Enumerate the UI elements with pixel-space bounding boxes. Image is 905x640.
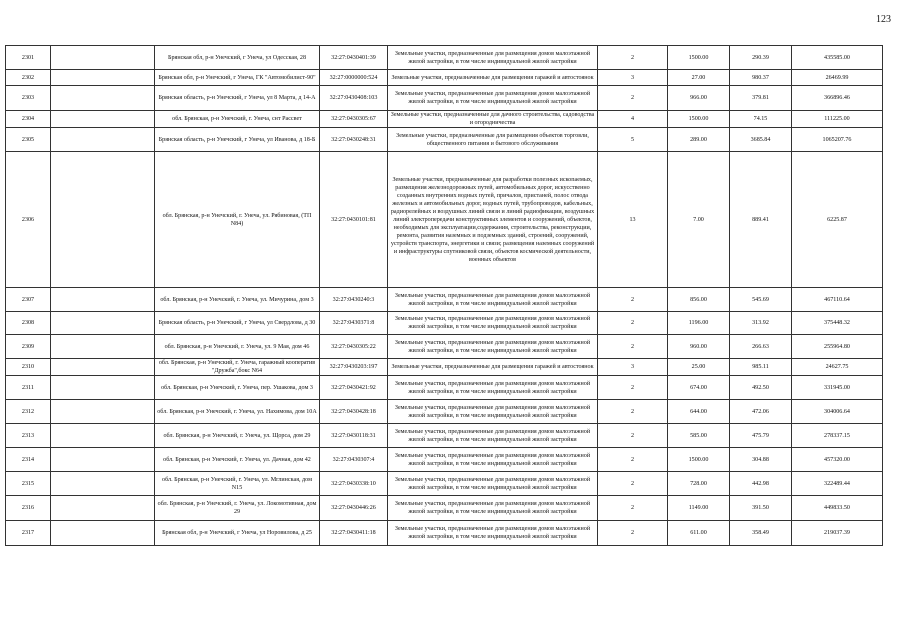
use-group: 2 <box>598 521 668 546</box>
cadastral-value: 219037.39 <box>792 521 883 546</box>
use-group: 13 <box>598 152 668 288</box>
address-cell: Брянская обл, р-н Унечский, г Унеча, ул Норовилова, д 25 <box>155 521 320 546</box>
land-use-description: Земельные участки, предназначенные для размещения домов малоэтажной жилой застройки, в том числе индивидуальной жилой застройки <box>388 496 598 521</box>
row-number: 2301 <box>6 46 51 70</box>
spacer-cell <box>51 46 155 70</box>
spacer-cell <box>51 359 155 376</box>
land-use-description: Земельные участки, предназначенные для размещения домов малоэтажной жилой застройки, в том числе индивидуальной жилой застройки <box>388 335 598 359</box>
area-value: 1500.00 <box>668 111 730 128</box>
address-cell: обл. Брянская, р-н Унечский, г. Унеча, ул. Локомотивная, дом 29 <box>155 496 320 521</box>
row-number: 2315 <box>6 472 51 496</box>
row-number: 2306 <box>6 152 51 288</box>
table-row <box>6 312 883 335</box>
row-number: 2313 <box>6 424 51 448</box>
specific-value: 475.79 <box>730 424 792 448</box>
spacer-cell <box>51 496 155 521</box>
cadastral-number: 32:27:0000000:524 <box>320 70 388 86</box>
specific-value: 74.15 <box>730 111 792 128</box>
use-group: 2 <box>598 46 668 70</box>
spacer-cell <box>51 152 155 288</box>
use-group: 2 <box>598 400 668 424</box>
address-cell: обл. Брянская, р-н Унечский, г. Унеча, снт Рассвет <box>155 111 320 128</box>
cadastral-number: 32:27:0430101:81 <box>320 152 388 288</box>
spacer-cell <box>51 521 155 546</box>
area-value: 966.00 <box>668 86 730 111</box>
area-value: 674.00 <box>668 376 730 400</box>
cadastral-number: 32:27:0430248:31 <box>320 128 388 152</box>
row-number: 2302 <box>6 70 51 86</box>
use-group: 4 <box>598 111 668 128</box>
table-row <box>6 128 883 152</box>
cadastral-value: 24627.75 <box>792 359 883 376</box>
cadastral-value: 26469.99 <box>792 70 883 86</box>
use-group: 5 <box>598 128 668 152</box>
area-value: 25.00 <box>668 359 730 376</box>
spacer-cell <box>51 312 155 335</box>
address-cell: обл. Брянская, р-н Унечский, г. Унеча, гаражный кооператив "Дружба",бокс N64 <box>155 359 320 376</box>
row-number: 2307 <box>6 288 51 312</box>
cadastral-number: 32:27:0430305:22 <box>320 335 388 359</box>
address-cell: обл. Брянская, р-н Унечский, г. Унеча, ул. Мичурина, дом 3 <box>155 288 320 312</box>
table-row <box>6 335 883 359</box>
row-number: 2310 <box>6 359 51 376</box>
row-number: 2309 <box>6 335 51 359</box>
area-value: 1196.00 <box>668 312 730 335</box>
spacer-cell <box>51 86 155 111</box>
specific-value: 304.88 <box>730 448 792 472</box>
cadastral-number: 32:27:0430118:31 <box>320 424 388 448</box>
land-use-description: Земельные участки, предназначенные для размещения домов малоэтажной жилой застройки, в том числе индивидуальной жилой застройки <box>388 312 598 335</box>
land-use-description: Земельные участки, предназначенные для размещения домов малоэтажной жилой застройки, в том числе индивидуальной жилой застройки <box>388 46 598 70</box>
cadastral-number: 32:27:0430307:4 <box>320 448 388 472</box>
cadastral-number: 32:27:0430446:26 <box>320 496 388 521</box>
address-cell: обл. Брянская, р-н Унечский, г. Унеча, пер. Ушакова, дом 3 <box>155 376 320 400</box>
table-row <box>6 376 883 400</box>
specific-value: 472.06 <box>730 400 792 424</box>
area-value: 611.00 <box>668 521 730 546</box>
land-registry-table <box>5 45 883 546</box>
table-row <box>6 359 883 376</box>
area-value: 644.00 <box>668 400 730 424</box>
area-value: 856.00 <box>668 288 730 312</box>
cadastral-value: 278337.15 <box>792 424 883 448</box>
land-use-description: Земельные участки, предназначенные для размещения гаражей и автостоянок <box>388 359 598 376</box>
specific-value: 290.39 <box>730 46 792 70</box>
cadastral-value: 375448.32 <box>792 312 883 335</box>
use-group: 2 <box>598 376 668 400</box>
cadastral-number: 32:27:0430401:39 <box>320 46 388 70</box>
table-row <box>6 424 883 448</box>
cadastral-value: 435585.00 <box>792 46 883 70</box>
address-cell: Брянская область, р-н Унечский, г Унеча, ул Свердлова, д 30 <box>155 312 320 335</box>
specific-value: 379.81 <box>730 86 792 111</box>
use-group: 2 <box>598 472 668 496</box>
row-number: 2312 <box>6 400 51 424</box>
cadastral-value: 6225.87 <box>792 152 883 288</box>
use-group: 2 <box>598 448 668 472</box>
use-group: 2 <box>598 424 668 448</box>
address-cell: обл. Брянская, р-н Унечский, г. Унеча, ул. Нахимова, дом 10А <box>155 400 320 424</box>
specific-value: 889.41 <box>730 152 792 288</box>
table-row <box>6 46 883 70</box>
area-value: 728.00 <box>668 472 730 496</box>
table-row <box>6 521 883 546</box>
row-number: 2316 <box>6 496 51 521</box>
cadastral-value: 304006.64 <box>792 400 883 424</box>
address-cell: обл. Брянская, р-н Унечский, г. Унеча, ул. Щорса, дом 29 <box>155 424 320 448</box>
spacer-cell <box>51 288 155 312</box>
specific-value: 980.37 <box>730 70 792 86</box>
land-use-description: Земельные участки, предназначенные для размещения домов малоэтажной жилой застройки, в том числе индивидуальной жилой застройки <box>388 376 598 400</box>
table-row <box>6 70 883 86</box>
specific-value: 266.63 <box>730 335 792 359</box>
area-value: 1500.00 <box>668 46 730 70</box>
row-number: 2311 <box>6 376 51 400</box>
spacer-cell <box>51 376 155 400</box>
area-value: 1500.00 <box>668 448 730 472</box>
area-value: 1149.00 <box>668 496 730 521</box>
area-value: 7.00 <box>668 152 730 288</box>
spacer-cell <box>51 448 155 472</box>
row-number: 2305 <box>6 128 51 152</box>
cadastral-value: 1065207.76 <box>792 128 883 152</box>
address-cell: обл. Брянская, р-н Унечский, г. Унеча, ул. 9 Мая, дом 46 <box>155 335 320 359</box>
table-row <box>6 472 883 496</box>
spacer-cell <box>51 128 155 152</box>
table-row <box>6 496 883 521</box>
registry-body <box>6 46 883 546</box>
row-number: 2308 <box>6 312 51 335</box>
land-use-description: Земельные участки, предназначенные для размещения домов малоэтажной жилой застройки, в том числе индивидуальной жилой застройки <box>388 424 598 448</box>
use-group: 2 <box>598 288 668 312</box>
table-row <box>6 400 883 424</box>
area-value: 289.00 <box>668 128 730 152</box>
spacer-cell <box>51 400 155 424</box>
use-group: 3 <box>598 359 668 376</box>
spacer-cell <box>51 70 155 86</box>
land-use-description: Земельные участки, предназначенные для размещения домов малоэтажной жилой застройки, в том числе индивидуальной жилой застройки <box>388 288 598 312</box>
cadastral-number: 32:27:0430240:3 <box>320 288 388 312</box>
area-value: 960.00 <box>668 335 730 359</box>
cadastral-value: 111225.00 <box>792 111 883 128</box>
table-row <box>6 111 883 128</box>
specific-value: 985.11 <box>730 359 792 376</box>
specific-value: 442.98 <box>730 472 792 496</box>
table-row <box>6 86 883 111</box>
row-number: 2303 <box>6 86 51 111</box>
address-cell: Брянская обл, р-н Унечский, г Унеча, ГК "Автомобилист-90" <box>155 70 320 86</box>
cadastral-number: 32:27:0430371:8 <box>320 312 388 335</box>
cadastral-value: 449833.50 <box>792 496 883 521</box>
cadastral-number: 32:27:0430411:18 <box>320 521 388 546</box>
land-use-description: Земельные участки, предназначенные для размещения домов малоэтажной жилой застройки, в том числе индивидуальной жилой застройки <box>388 472 598 496</box>
cadastral-number: 32:27:0430203:197 <box>320 359 388 376</box>
cadastral-number: 32:27:0430421:92 <box>320 376 388 400</box>
cadastral-number: 32:27:0430408:103 <box>320 86 388 111</box>
land-use-description: Земельные участки, предназначенные для размещения домов малоэтажной жилой застройки, в том числе индивидуальной жилой застройки <box>388 400 598 424</box>
land-use-description: Земельные участки, предназначенные для размещения гаражей и автостоянок <box>388 70 598 86</box>
cadastral-number: 32:27:0430428:18 <box>320 400 388 424</box>
land-use-description: Земельные участки, предназначенные для разработки полезных ископаемых, размещения железнодорожных путей, автомобильных дорог, искусственно созданных внутренних водных путей, причалов, пристаней, полос отвода железных и автомобильных дорог, водных путей, трубопроводов, кабельных, радиорелейных и воздушных линий связи и линий радиофикации, воздушных линий электропередачи конструктивных элементов и сооружений, объектов, необходимых для эксплуатации,содержания, строительства, реконструкции, ремонта, развития наземных и подземных зданий, строений, сооружений, устройств транспорта, энергетики и связи; размещения наземных сооружений и инфраструктуры спутниковой связи, объектов космической деятельности, военных объектов <box>388 152 598 288</box>
address-cell: Брянская область, р-н Унечский, г Унеча, ул Иванова, д 18-Б <box>155 128 320 152</box>
address-cell: обл. Брянская, р-н Унечский, г. Унеча, ул. Мглинская, дом N15 <box>155 472 320 496</box>
address-cell: обл. Брянская, р-н Унечский, г. Унеча, ул. Рябиновая, (ТП N84) <box>155 152 320 288</box>
cadastral-number: 32:27:0430338:10 <box>320 472 388 496</box>
land-use-description: Земельные участки, предназначенные для размещения домов малоэтажной жилой застройки, в том числе индивидуальной жилой застройки <box>388 448 598 472</box>
cadastral-value: 467110.64 <box>792 288 883 312</box>
address-cell: Брянская обл, р-н Унечский, г Унеча, ул Одесская, 28 <box>155 46 320 70</box>
use-group: 2 <box>598 312 668 335</box>
address-cell: Брянская область, р-н Унечский, г Унеча, ул 8 Марта, д 14-А <box>155 86 320 111</box>
cadastral-value: 255964.80 <box>792 335 883 359</box>
row-number: 2304 <box>6 111 51 128</box>
cadastral-value: 457320.00 <box>792 448 883 472</box>
use-group: 3 <box>598 70 668 86</box>
spacer-cell <box>51 111 155 128</box>
use-group: 2 <box>598 86 668 111</box>
specific-value: 3685.84 <box>730 128 792 152</box>
row-number: 2317 <box>6 521 51 546</box>
row-number: 2314 <box>6 448 51 472</box>
land-use-description: Земельные участки, предназначенные для размещения домов малоэтажной жилой застройки, в том числе индивидуальной жилой застройки <box>388 521 598 546</box>
land-use-description: Земельные участки, предназначенные для размещения домов малоэтажной жилой застройки, в том числе индивидуальной жилой застройки <box>388 86 598 111</box>
page-number: 123 <box>876 14 891 25</box>
area-value: 27.00 <box>668 70 730 86</box>
land-use-description: Земельные участки, предназначенные для дачного строительства, садоводства и огородничества <box>388 111 598 128</box>
cadastral-value: 331945.00 <box>792 376 883 400</box>
table-row <box>6 448 883 472</box>
table-row <box>6 288 883 312</box>
specific-value: 492.50 <box>730 376 792 400</box>
specific-value: 313.92 <box>730 312 792 335</box>
spacer-cell <box>51 335 155 359</box>
use-group: 2 <box>598 496 668 521</box>
use-group: 2 <box>598 335 668 359</box>
cadastral-value: 322489.44 <box>792 472 883 496</box>
spacer-cell <box>51 424 155 448</box>
cadastral-value: 366896.46 <box>792 86 883 111</box>
land-use-description: Земельные участки, предназначенные для размещения объектов торговли, общественного питания и бытового обслуживания <box>388 128 598 152</box>
specific-value: 358.49 <box>730 521 792 546</box>
table-row <box>6 152 883 288</box>
cadastral-number: 32:27:0430305:67 <box>320 111 388 128</box>
specific-value: 391.50 <box>730 496 792 521</box>
spacer-cell <box>51 472 155 496</box>
area-value: 585.00 <box>668 424 730 448</box>
address-cell: обл. Брянская, р-н Унечский, г. Унеча, ул. Дачная, дом 42 <box>155 448 320 472</box>
specific-value: 545.69 <box>730 288 792 312</box>
